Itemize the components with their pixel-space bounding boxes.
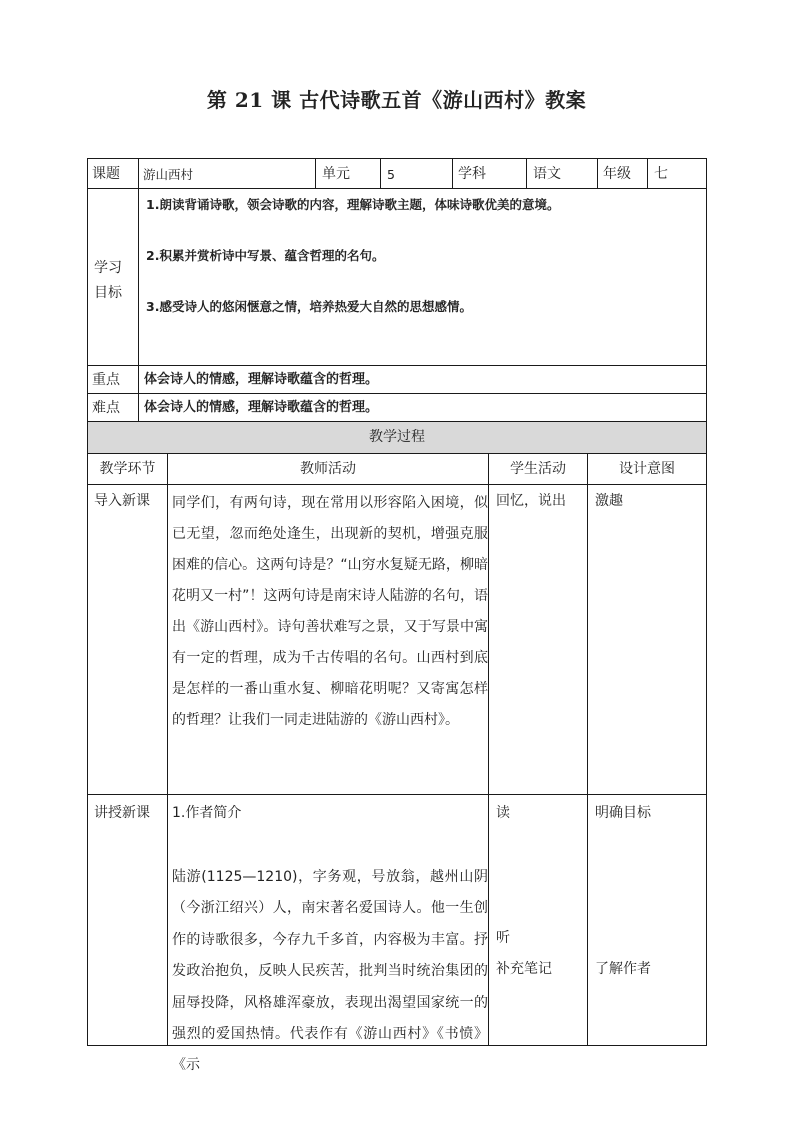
table-border [87,365,707,366]
difficulty-label: 难点 [92,400,120,416]
table-border [597,158,598,188]
step-2-student-activity-2: 听 [496,930,510,946]
table-border [87,158,88,1046]
difficulty-text: 体会诗人的情感，理解诗歌蕴含的哲理。 [144,400,379,415]
step-2-student-activity-1: 读 [496,805,510,821]
step-2-student-activity-3: 补充笔记 [496,961,552,977]
objective-item-3: 3.感受诗人的悠闲惬意之情，培养热爱大自然的思想感情。 [146,299,472,314]
table-border [87,484,707,485]
step-1-teacher-activity: 同学们，有两句诗，现在常用以形容陷入困境，似已无望，忽而绝处逢生，出现新的契机，增强克服困难的信心。这两句诗是？“山穷水复疑无路，柳暗花明又一村”！这两句诗是南宋诗人陆游的名句，语出《游山西村》。诗句善状难写之景，又于写景中寓有一定的哲理，成为千古传唱的名句。山西村到底是怎样的一番山重水复、柳暗花明呢？又寄寓怎样的哲理？让我们一同走进陆游的《游山西村》。 [172,495,488,728]
topic-value: 游山西村 [143,167,194,182]
objective-item-2: 2.积累并赏析诗中写景、蕴含哲理的名句。 [146,248,385,263]
objective-item-1: 1.朗读背诵诗歌，领会诗歌的内容，理解诗歌主题，体味诗歌优美的意境。 [146,197,560,212]
objectives-label-line2: 目标 [94,285,122,301]
subject-value: 语文 [533,166,561,182]
table-border [87,794,707,795]
table-border [706,158,707,1046]
table-border [587,453,588,1046]
table-border [87,453,707,454]
page-title: 第 21 课 古代诗歌五首《游山西村》教案 [206,88,587,112]
key-point-text: 体会诗人的情感，理解诗歌蕴含的哲理。 [144,372,379,387]
column-header-intent: 设计意图 [619,461,675,477]
grade-value: 七 [654,166,668,182]
step-1-design-intent: 激趣 [595,493,623,509]
table-border [526,158,527,188]
unit-label: 单元 [322,166,350,182]
column-header-teacher: 教师活动 [300,461,356,477]
column-header-student: 学生活动 [510,461,566,477]
table-border [647,158,648,188]
table-border [452,158,453,188]
table-border [87,158,707,159]
grade-label: 年级 [603,166,631,182]
step-2-stage: 讲授新课 [94,805,150,821]
table-border [138,158,139,421]
topic-label: 课题 [92,166,120,182]
step-2-design-intent-1: 明确目标 [595,805,651,821]
subject-label: 学科 [458,166,486,182]
process-header: 教学过程 [369,429,425,445]
key-point-label: 重点 [92,372,120,388]
unit-value: 5 [387,167,395,182]
table-border [167,453,168,1046]
step-2-teacher-heading: 1.作者简介 [172,805,242,821]
step-2-teacher-activity: 陆游(1125—1210)，字务观，号放翁，越州山阴（今浙江绍兴）人，南宋著名爱国诗人。他一生创作的诗歌很多，今存九千多首，内容极为丰富。抒发政治抱负，反映人民疾苦，批判当时统治集团的屈辱投降，风格雄浑豪放，表现出渴望国家统一的强烈的爱国热情。代表作有《游山西村》《书愤》《示 [172,869,488,1074]
step-1-stage: 导入新课 [94,493,150,509]
table-border [87,188,707,189]
table-border [488,453,489,1046]
step-1-student-activity: 回忆，说出 [496,493,566,509]
table-border [87,393,707,394]
step-2-design-intent-2: 了解作者 [595,961,651,977]
table-border [315,158,316,188]
column-header-stage: 教学环节 [99,461,156,477]
objectives-label-line1: 学习 [94,260,122,276]
table-border [380,158,381,188]
